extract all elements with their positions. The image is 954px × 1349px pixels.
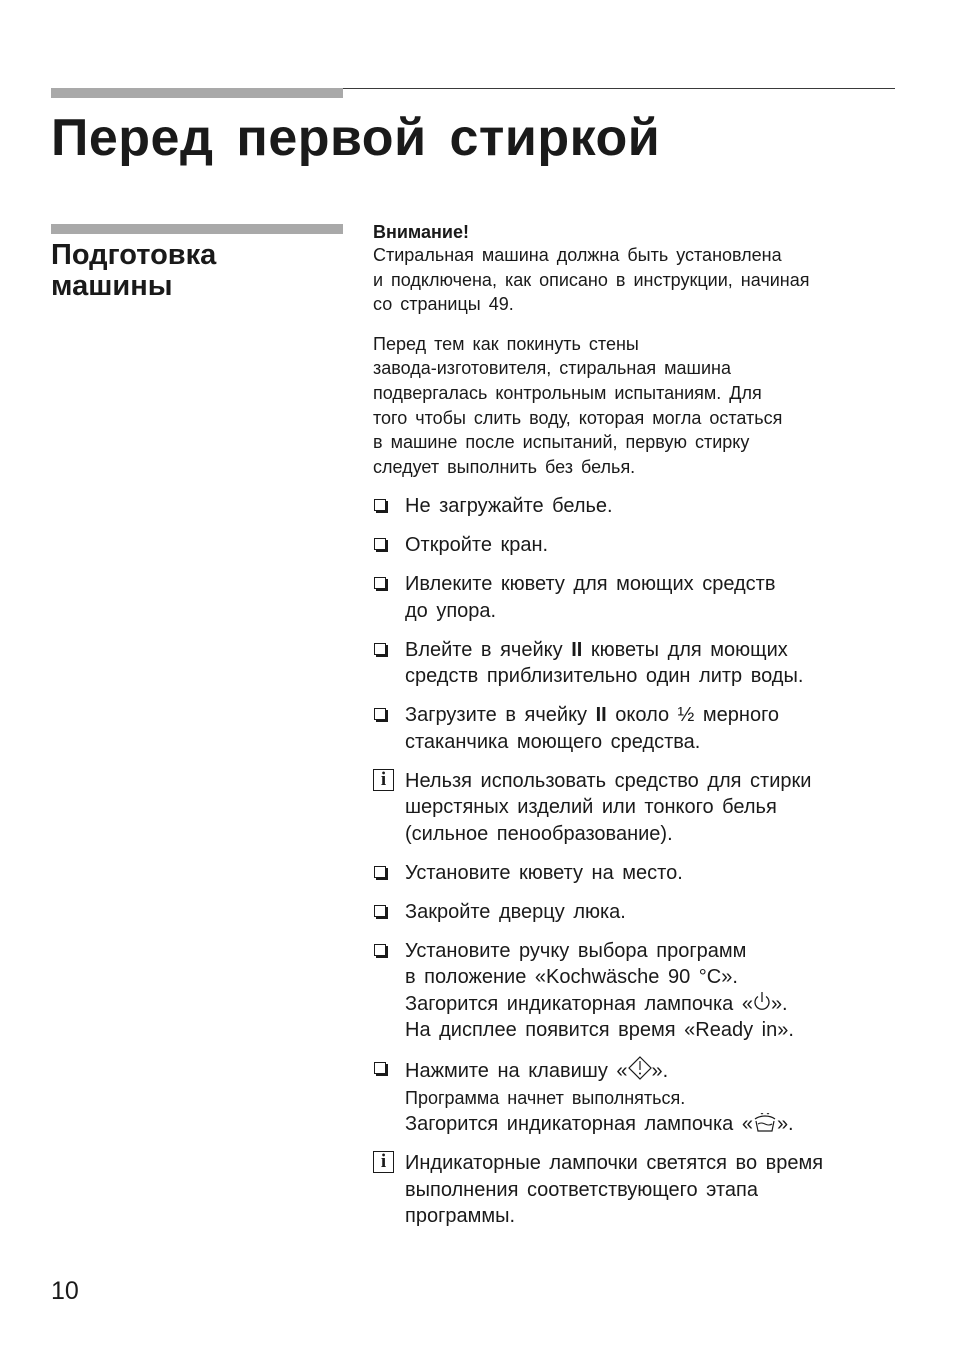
step-text: стаканчика моющего средства. (405, 730, 701, 753)
note-item (373, 1150, 898, 1230)
step-line (405, 1111, 898, 1138)
compartment-label: II (571, 638, 583, 661)
note-text: Нельзя использовать средство для стирки (405, 769, 812, 792)
checkbox-icon (374, 944, 386, 956)
checkbox-icon (374, 538, 386, 550)
step-text-part: ». (776, 1113, 794, 1136)
main-content (373, 221, 898, 1242)
step-text: Не загружайте белье. (405, 495, 613, 518)
attention-line: Стиральная машина должна быть установлена (373, 245, 782, 265)
attention-line: со страницы 49. (373, 294, 514, 315)
step-text-part: Загрузите в ячейку (405, 704, 596, 727)
step-text: средств приблизительно один литр воды. (405, 665, 804, 688)
section-title-line-1: Подготовка (51, 239, 217, 271)
step-text: Ивлеките кювету для моющих средств (405, 573, 776, 596)
step-text: Установите ручку выбора программ (405, 939, 747, 962)
step-text: до упора. (405, 599, 497, 622)
intro-line: подвергалась контрольным испытаниям. Для (373, 382, 762, 403)
step-text: Программа начнет выполняться. (405, 1087, 686, 1108)
note-text: шерстяных изделий или тонкого белья (405, 796, 777, 819)
step-line (405, 637, 898, 664)
step-text: в положение «Kochwäsche 90 °C». (405, 966, 738, 989)
section-bar (51, 224, 343, 234)
list-item (373, 571, 898, 624)
list-item (373, 493, 898, 520)
attention-text (373, 243, 898, 317)
list-item (373, 860, 898, 887)
step-text: Откройте кран. (405, 534, 549, 557)
note-item (373, 768, 898, 848)
intro-line: следует выполнить без белья. (373, 456, 636, 477)
attention-line: и подключена, как описано в инструкции, начиная (373, 269, 810, 290)
compartment-label: II (595, 704, 607, 727)
intro-paragraph (373, 332, 898, 480)
checkbox-icon (374, 708, 386, 720)
step-line (405, 1056, 898, 1085)
step-text: На дисплее появится время «Ready in». (405, 1019, 794, 1042)
checkbox-icon (374, 643, 386, 655)
header-rule (343, 88, 895, 89)
step-text: Установите кювету на место. (405, 861, 683, 884)
list-item (373, 532, 898, 559)
step-text-part: Нажмите на клавишу « (405, 1060, 628, 1083)
step-text-part: Загорится индикаторная лампочка « (405, 992, 753, 1015)
step-line (405, 702, 898, 729)
step-text-part: ». (651, 1060, 669, 1083)
instruction-list (373, 493, 898, 1230)
checkbox-icon (374, 905, 386, 917)
step-text-part: около ½ мерного (606, 704, 780, 727)
intro-line: завода-изготовителя, стиральная машина (373, 358, 731, 379)
power-icon (753, 991, 771, 1013)
header-bar (51, 88, 343, 98)
intro-line: того чтобы слить воду, которая могла остаться (373, 407, 783, 428)
list-item (373, 637, 898, 690)
attention-heading: Внимание! (373, 222, 469, 242)
step-text-part: кюветы для моющих (582, 638, 788, 661)
note-text: выполнения соответствующего этапа (405, 1178, 758, 1201)
step-text-part: Влейте в ячейку (405, 638, 572, 661)
section-title (51, 240, 216, 302)
intro-line: в машине после испытаний, первую стирку (373, 432, 750, 453)
checkbox-icon (374, 499, 386, 511)
step-text-part: Загорится индикаторная лампочка « (405, 1113, 753, 1136)
page-title: Перед первой стиркой (51, 109, 661, 167)
wash-tub-icon (753, 1113, 777, 1133)
note-text: программы. (405, 1205, 516, 1228)
page-number: 10 (51, 1277, 79, 1305)
checkbox-icon (374, 1062, 386, 1074)
info-icon: i (373, 769, 394, 791)
list-item (373, 899, 898, 926)
step-line (405, 991, 898, 1018)
start-diamond-icon (628, 1056, 652, 1080)
info-icon: i (373, 1151, 394, 1173)
checkbox-icon (374, 866, 386, 878)
intro-line: Перед тем как покинуть стены (373, 333, 639, 354)
section-title-line-2: машины (51, 270, 173, 302)
checkbox-icon (374, 577, 386, 589)
list-item (373, 938, 898, 1044)
note-text: (сильное пенообразование). (405, 822, 673, 845)
step-text-part: ». (770, 992, 788, 1015)
list-item (373, 1056, 898, 1138)
note-text: Индикаторные лампочки светятся во время (405, 1152, 824, 1175)
list-item (373, 702, 898, 755)
step-text: Закройте дверцу люка. (405, 900, 626, 923)
